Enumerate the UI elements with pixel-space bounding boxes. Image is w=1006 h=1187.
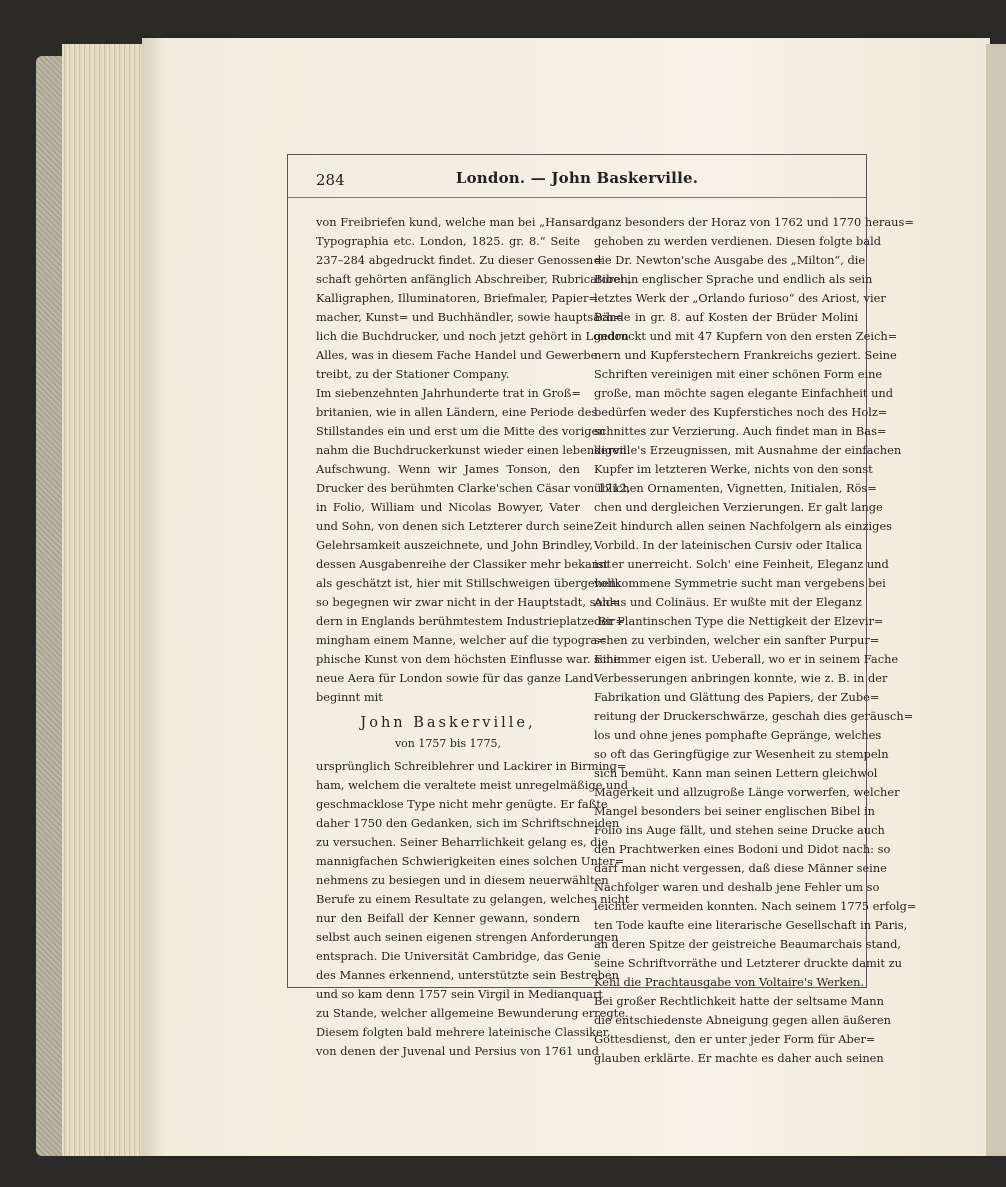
text-line: ursprünglich Schreiblehrer und Lackirer in Birming=	[316, 759, 627, 773]
text-line: letztes Werk der „Orlando furioso“ des Ariost, vier	[594, 291, 886, 305]
text-line: Bibel in englischer Sprache und endlich als sein	[594, 272, 873, 286]
text-line: den Prachtwerken eines Bodoni und Didot nach: so	[594, 842, 891, 856]
header-rule	[288, 197, 866, 198]
text-line: dern in Englands berühmtestem Industrieplatze Bir=	[316, 614, 625, 628]
text-line: gedruckt und mit 47 Kupfern von den ersten Zeich=	[594, 329, 898, 343]
text-line: Kalligraphen, Illuminatoren, Briefmaler, Papier=	[316, 291, 599, 305]
text-line: kerville's Erzeugnissen, mit Ausnahme der einfachen	[594, 443, 902, 457]
text-line: daher 1750 den Gedanken, sich im Schriftschneiden	[316, 816, 620, 830]
text-line: gehoben zu werden verdienen. Diesen folgte bald	[594, 234, 882, 248]
text-line: schnittes zur Verzierung. Auch findet man in Bas=	[594, 424, 887, 438]
text-line: mingham einem Manne, welcher auf die typogra=	[316, 633, 607, 647]
text-line: Bände in gr. 8. auf Kosten der Brüder Molini	[594, 310, 858, 324]
text-line: Fabrikation und Glättung des Papiers, der Zube=	[594, 690, 880, 704]
text-line: Im siebenzehnten Jahrhunderte trat in Groß=	[316, 386, 581, 400]
section-title: John Baskerville,	[360, 715, 536, 731]
text-line: nahm die Buchdruckerkunst wieder einen lebendigen	[316, 443, 627, 457]
text-line: nern und Kupferstechern Frankreichs geziert. Seine	[594, 348, 897, 362]
text-line: neue Aera für London sowie für das ganze Land	[316, 671, 594, 685]
left-column	[316, 213, 632, 1061]
text-line: dessen Ausgabenreihe der Classiker mehr bekannt	[316, 557, 612, 571]
text-line: ten Tode kaufte eine literarische Gesellschaft in Paris,	[594, 918, 908, 932]
text-line: Mangel besonders bei seiner englischen Bibel in	[594, 804, 875, 818]
text-line: als geschätzt ist, hier mit Stillschweigen übergehen:	[316, 576, 620, 590]
text-line: Zeit hindurch allen seinen Nachfolgern als einziges	[594, 519, 893, 533]
text-line: große, man möchte sagen elegante Einfachheit und	[594, 386, 894, 400]
text-line: vollkommene Symmetrie sucht man vergebens bei	[594, 576, 886, 590]
text-line: Folio ins Auge fällt, und stehen seine Drucke auch	[594, 823, 885, 837]
text-line: so oft das Geringfügige zur Wesenheit zu stempeln	[594, 747, 889, 761]
text-line: ganz besonders der Horaz von 1762 und 1770 heraus=	[594, 215, 914, 229]
text-line: die entschiedenste Abneigung gegen allen äußeren	[594, 1013, 891, 1027]
text-line: selbst auch seinen eigenen strengen Anforderungen	[316, 930, 619, 944]
text-line: Verbesserungen anbringen konnte, wie z. B. in der	[594, 671, 888, 685]
text-line: nehmens zu besiegen und in diesem neuerwählten	[316, 873, 609, 887]
text-line: glauben erklärte. Er machte es daher auch seinen	[594, 1051, 884, 1065]
text-line: Aldus und Colinäus. Er wußte mit der Eleganz	[594, 595, 862, 609]
text-line: Typographia etc. London, 1825. gr. 8.“ Seite	[316, 234, 580, 248]
text-line: Stillstandes ein und erst um die Mitte des vorigen	[316, 424, 606, 438]
text-line: darf man nicht vergessen, daß diese Männer seine	[594, 861, 887, 875]
text-line: macher, Kunst= und Buchhändler, sowie hauptsäch=	[316, 310, 624, 324]
text-line: Bei großer Rechtlichkeit hatte der seltsame Mann	[594, 994, 884, 1008]
text-line: Schriften vereinigen mit einer schönen Form eine	[594, 367, 883, 381]
text-line: schen zu verbinden, welcher ein sanfter Purpur=	[594, 633, 880, 647]
text-line: die Dr. Newton'sche Ausgabe des „Milton“, die	[594, 253, 866, 267]
text-line: der Plantinschen Type die Nettigkeit der Elzevir=	[594, 614, 884, 628]
text-line: Kupfer im letzteren Werke, nichts von den sonst	[594, 462, 873, 476]
text-line: so begegnen wir zwar nicht in der Hauptstadt, son=	[316, 595, 620, 609]
text-line: mannigfachen Schwierigkeiten eines solchen Unter=	[316, 854, 625, 868]
text-line: bedürfen weder des Kupferstiches noch des Holz=	[594, 405, 888, 419]
running-title: London. — John Baskerville.	[455, 169, 699, 187]
text-line: geschmacklose Type nicht mehr genügte. Er faßte	[316, 797, 608, 811]
text-line: chen und dergleichen Verzierungen. Er galt lange	[594, 500, 883, 514]
text-line: seine Schriftvorräthe und Letzterer druckte damit zu	[594, 956, 902, 970]
text-line: von Freibriefen kund, welche man bei „Hansard,	[316, 215, 599, 229]
text-line: schimmer eigen ist. Ueberall, wo er in seinem Fache	[594, 652, 899, 666]
text-line: sich bemüht. Kann man seinen Lettern gleichwol	[594, 766, 878, 780]
text-line: Diesem folgten bald mehrere lateinische Classiker,	[316, 1025, 611, 1039]
text-line: zu versuchen. Seiner Beharrlichkeit gelang es, die	[316, 835, 608, 849]
text-line: beginnt mit	[316, 690, 383, 704]
text-line: Vorbild. In der lateinischen Cursiv oder Italica	[594, 538, 863, 552]
text-line: des Mannes erkennend, unterstützte sein Bestreben	[316, 968, 619, 982]
text-line: von denen der Juvenal und Persius von 1761 und	[316, 1044, 599, 1058]
text-line: britanien, wie in allen Ländern, eine Periode des	[316, 405, 598, 419]
text-line: phische Kunst von dem höchsten Einflusse war. Eine	[316, 652, 621, 666]
text-line: Berufe zu einem Resultate zu gelangen, welches nicht	[316, 892, 630, 906]
text-line: ist er unerreicht. Solch' eine Feinheit, Eleganz und	[594, 557, 889, 571]
text-line: an deren Spitze der geistreiche Beaumarchais stand,	[594, 937, 902, 951]
text-line: und so kam denn 1757 sein Virgil in Medianquart	[316, 987, 603, 1001]
text-line: Aufschwung. Wenn wir James Tonson, den	[316, 462, 580, 476]
text-line: und Sohn, von denen sich Letzterer durch seine	[316, 519, 594, 533]
section-subtitle: von 1757 bis 1775,	[394, 737, 502, 750]
text-line: nur den Beifall der Kenner gewann, sondern	[316, 911, 580, 925]
text-line: üblichen Ornamenten, Vignetten, Initialen, Rös=	[594, 481, 877, 495]
text-frame	[287, 154, 917, 1065]
text-line: Magerkeit und allzugroße Länge vorwerfen, welcher	[594, 785, 900, 799]
text-line: Alles, was in diesem Fache Handel und Gewerbe	[316, 348, 598, 362]
text-line: entsprach. Die Universität Cambridge, das Genie	[316, 949, 601, 963]
text-line: reitung der Druckerschwärze, geschah dies geräusch=	[594, 709, 914, 723]
page-number: 284	[316, 171, 345, 189]
text-line: Kehl die Prachtausgabe von Voltaire's Werken.	[594, 975, 865, 989]
facing-page-edge	[986, 44, 1006, 1156]
text-line: ham, welchem die veraltete meist unregelmäßige und	[316, 778, 629, 792]
text-line: zu Stande, welcher allgemeine Bewunderung erregte.	[316, 1006, 629, 1020]
text-line: Drucker des berühmten Clarke'schen Cäsar von 1712,	[316, 481, 631, 495]
text-line: Gottesdienst, den er unter jeder Form für Aber=	[594, 1032, 876, 1046]
text-line: schaft gehörten anfänglich Abschreiber, Rubricatoren,	[316, 272, 632, 286]
page-header	[288, 155, 866, 199]
text-line: treibt, zu der Stationer Company.	[316, 367, 510, 381]
text-line: 237–284 abgedruckt findet. Zu dieser Genossen=	[316, 253, 603, 267]
text-line: leichter vermeiden konnten. Nach seinem 1775 erfolg=	[594, 899, 917, 913]
text-line: Gelehrsamkeit auszeichnete, und John Brindley,	[316, 538, 593, 552]
right-column	[594, 213, 917, 1068]
text-line: los und ohne jenes pomphafte Gepränge, welches	[594, 728, 882, 742]
text-line: Nachfolger waren und deshalb jene Fehler um so	[594, 880, 880, 894]
text-line: lich die Buchdrucker, und noch jetzt gehört in London	[316, 329, 629, 343]
text-line: in Folio, William und Nicolas Bowyer, Vater	[316, 500, 580, 514]
